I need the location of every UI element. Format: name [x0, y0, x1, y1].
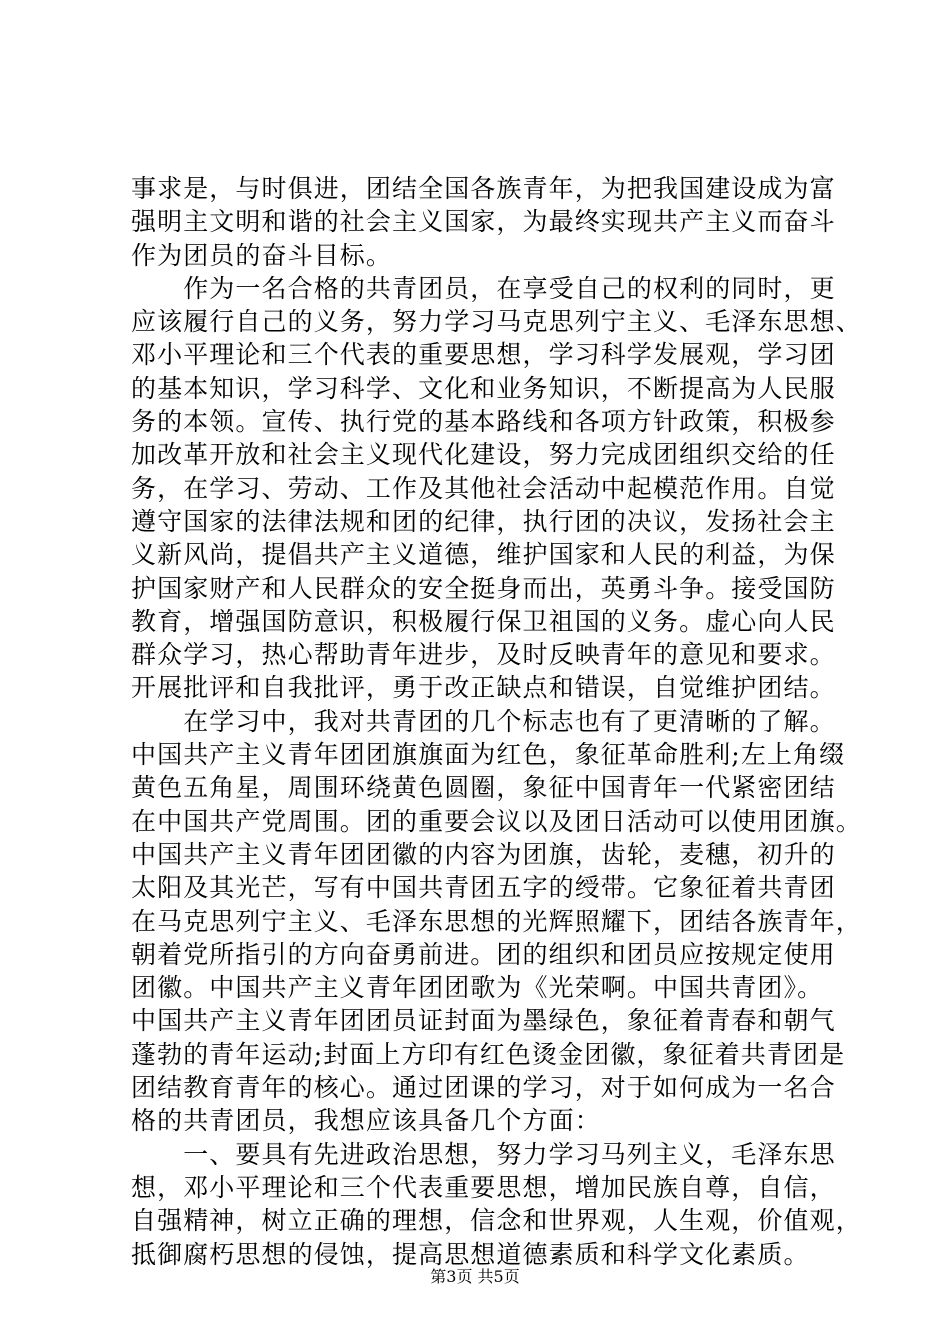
text-line: 蓬勃的青年运动;封面上方印有红色烫金团徽，象征着共青团是: [131, 1039, 846, 1069]
text-line: 团结教育青年的核心。通过团课的学习，对于如何成为一名合: [131, 1073, 836, 1103]
text-line: 教育，增强国防意识，积极履行保卫祖国的义务。虚心向人民: [131, 606, 836, 636]
text-line: 自强精神，树立正确的理想，信念和世界观，人生观，价值观，: [131, 1206, 862, 1236]
text-line: 务，在学习、劳动、工作及其他社会活动中起模范作用。自觉: [131, 473, 836, 503]
document-body: [131, 172, 862, 1271]
text-line: 应该履行自己的义务，努力学习马克思列宁主义、毛泽东思想、: [131, 307, 862, 337]
text-line: 中国共产主义青年团团员证封面为墨绿色，象征着青春和朝气: [131, 1006, 836, 1036]
page-footer: [0, 1267, 950, 1287]
text-line: 一、要具有先进政治思想，努力学习马列主义，毛泽东思: [131, 1139, 836, 1169]
text-line: 中国共产主义青年团团旗旗面为红色，象征革命胜利;左上角缀: [131, 740, 846, 770]
text-line: 中国共产主义青年团团徽的内容为团旗，齿轮，麦穗，初升的: [131, 839, 836, 869]
text-line: 黄色五角星，周围环绕黄色圆圈，象征中国青年一代紧密团结: [131, 773, 836, 803]
text-line: 作为一名合格的共青团员，在享受自己的权利的同时，更: [131, 273, 836, 303]
text-line: 强明主文明和谐的社会主义国家，为最终实现共产主义而奋斗: [131, 207, 836, 237]
text-line: 护国家财产和人民群众的安全挺身而出，英勇斗争。接受国防: [131, 573, 836, 603]
text-line: 朝着党所指引的方向奋勇前进。团的组织和团员应按规定使用: [131, 939, 836, 969]
text-line: 遵守国家的法律法规和团的纪律，执行团的决议，发扬社会主: [131, 506, 836, 536]
text-line: 格的共青团员，我想应该具备几个方面：: [131, 1106, 601, 1136]
text-line: 开展批评和自我批评，勇于改正缺点和错误，自觉维护团结。: [131, 673, 836, 703]
text-line: 抵御腐朽思想的侵蚀，提高思想道德素质和科学文化素质。: [131, 1239, 810, 1269]
text-line: 在学习中，我对共青团的几个标志也有了更清晰的了解。: [131, 706, 836, 736]
text-line: 务的本领。宣传、执行党的基本路线和各项方针政策，积极参: [131, 407, 836, 437]
text-line: 在中国共产党周围。团的重要会议以及团日活动可以使用团旗。: [131, 806, 862, 836]
text-line: 太阳及其光芒，写有中国共青团五字的绶带。它象征着共青团: [131, 873, 836, 903]
text-line: 义新风尚，提倡共产主义道德，维护国家和人民的利益，为保: [131, 540, 836, 570]
text-line: 作为团员的奋斗目标。: [131, 240, 393, 270]
text-line: 群众学习，热心帮助青年进步，及时反映青年的意见和要求。: [131, 640, 836, 670]
text-line: 团徽。中国共产主义青年团团歌为《光荣啊。中国共青团》。: [131, 973, 824, 1003]
text-line: 邓小平理论和三个代表的重要思想，学习科学发展观，学习团: [131, 340, 836, 370]
page-number: 第3页 共5页: [430, 1267, 520, 1286]
text-line: 事求是，与时俱进，团结全国各族青年，为把我国建设成为富: [131, 174, 836, 203]
text-line: 加改革开放和社会主义现代化建设，努力完成团组织交给的任: [131, 440, 836, 470]
text-line: 想，邓小平理论和三个代表重要思想，增加民族自尊，自信，: [131, 1172, 836, 1202]
text-line: 在马克思列宁主义、毛泽东思想的光辉照耀下，团结各族青年，: [131, 906, 862, 936]
text-line: 的基本知识，学习科学、文化和业务知识，不断提高为人民服: [131, 373, 836, 403]
